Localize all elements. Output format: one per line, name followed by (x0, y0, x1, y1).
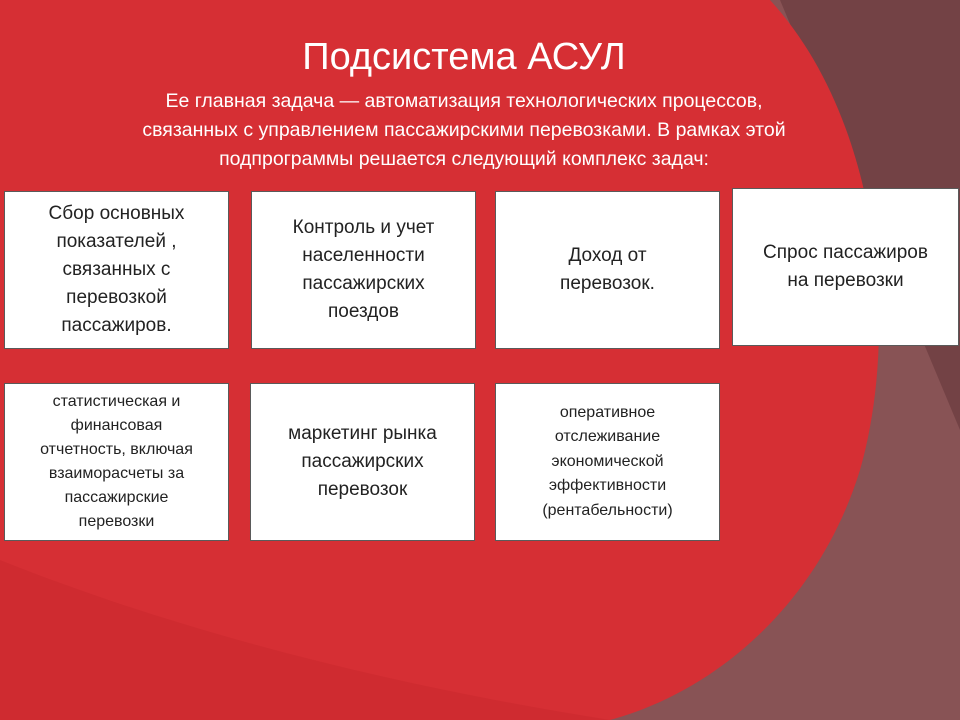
slide-subtitle: Ее главная задача — автоматизация технологических процессов, связанных с управлением пассажирскими перевозками. В рамках этой подпрограммы решается следующий комплекс задач: (142, 90, 786, 170)
task-box-marketing (250, 383, 475, 541)
task-box-data-collection (4, 191, 229, 349)
task-box-label: Контроль и учет населенности пассажирских поездов (292, 217, 435, 322)
task-box-reporting (4, 383, 229, 541)
task-box-demand (732, 188, 959, 346)
task-box-label: Спрос пассажиров на перевозки (763, 242, 928, 291)
task-box-label: маркетинг рынка пассажирских перевозок (288, 423, 437, 500)
task-box-revenue (495, 191, 720, 349)
task-box-efficiency-monitoring (495, 383, 720, 541)
slide-title: Подсистема АСУЛ (302, 36, 626, 78)
task-box-label: Сбор основных показателей , связанных с перевозкой пассажиров. (48, 203, 185, 336)
task-box-label: Доход от перевозок. (560, 245, 655, 294)
task-box-label: оперативное отслеживание экономической эффективности (рентабельности) (542, 403, 673, 519)
task-box-label: статистическая и финансовая отчетность, включая взаиморасчеты за пассажирские перевозки (40, 393, 193, 530)
task-box-occupancy-control (251, 191, 476, 349)
